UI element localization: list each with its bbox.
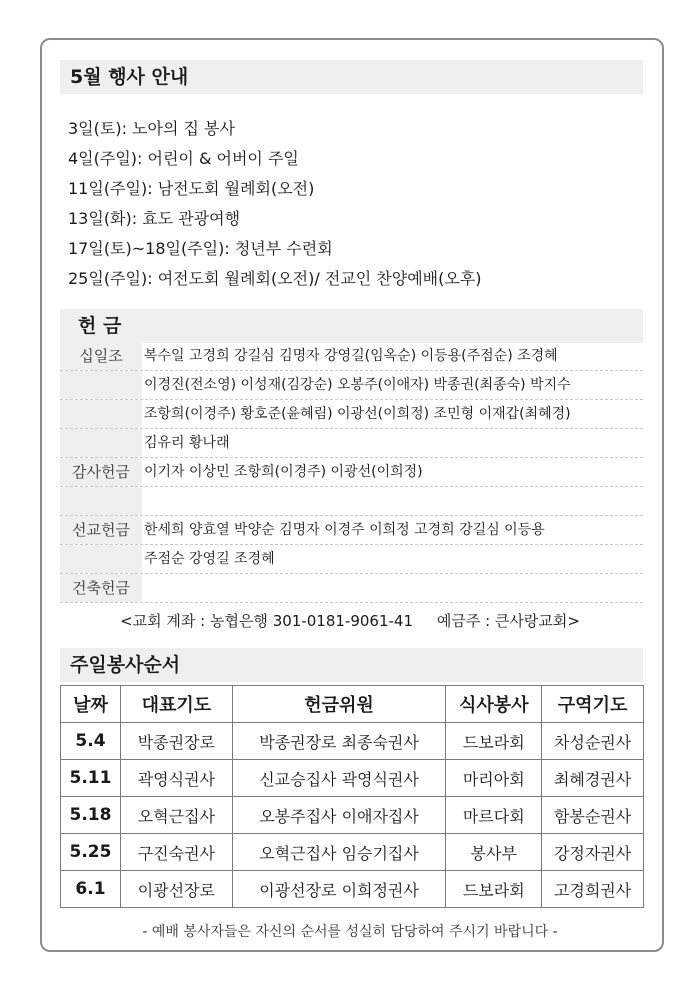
offering-row: [60, 371, 643, 400]
offering-row: [60, 400, 643, 429]
table-cell: 곽영식권사: [120, 760, 232, 797]
offering-category-label: [60, 545, 142, 573]
offering-category-label: [60, 429, 142, 457]
date-cell: 5.11: [61, 760, 121, 797]
table-cell: 이광선장로 이희정권사: [232, 871, 446, 908]
table-row: [61, 871, 644, 908]
offering-category-label: 건축헌금: [60, 574, 142, 602]
table-cell: 드보라회: [446, 723, 542, 760]
service-notice: - 예배 봉사자들은 자신의 순서를 성실히 담당하여 주시기 바랍니다 -: [142, 924, 558, 940]
column-header: 헌금위원: [232, 686, 446, 723]
table-cell: 강정자권사: [542, 834, 644, 871]
date-cell: 5.18: [61, 797, 121, 834]
table-header-row: [61, 686, 644, 723]
event-item: 11일(주일): 남전도회 월례회(오전): [68, 179, 315, 198]
event-item: 17일(토)~18일(주일): 청년부 수련회: [68, 239, 333, 258]
table-cell: 이광선장로: [120, 871, 232, 908]
offering-table: [60, 342, 643, 603]
table-cell: 최혜경권사: [542, 760, 644, 797]
table-cell: 고경희권사: [542, 871, 644, 908]
offering-row: [60, 458, 643, 487]
offering-names: 한세희 양효열 박양순 김명자 이경주 이희정 고경희 강길심 이등용: [144, 522, 545, 538]
offering-names: 이경진(전소영) 이성재(김강순) 오봉주(이애자) 박종권(최종숙) 박지수: [144, 377, 571, 393]
table-cell: 봉사부: [446, 834, 542, 871]
offering-category-label: [60, 371, 142, 399]
table-cell: 차성순권사: [542, 723, 644, 760]
table-cell: 드보라회: [446, 871, 542, 908]
table-cell: 오봉주집사 이애자집사: [232, 797, 446, 834]
date-cell: 5.25: [61, 834, 121, 871]
offering-row: [60, 429, 643, 458]
table-cell: 박종권장로: [120, 723, 232, 760]
events-title: 5월 행사 안내: [60, 60, 643, 94]
service-title: 주일봉사순서: [60, 648, 643, 682]
events-list: [68, 114, 648, 294]
offering-category-label: [60, 487, 142, 515]
offering-title: 헌 금: [60, 309, 643, 343]
offering-names: 주점순 강영길 조경혜: [144, 551, 275, 567]
offering-category-label: 선교헌금: [60, 516, 142, 544]
offering-names: 김유리 황나래: [144, 435, 230, 451]
offering-category-label: 감사헌금: [60, 458, 142, 486]
table-row: [61, 797, 644, 834]
offering-row: [60, 487, 643, 516]
offering-row: [60, 574, 643, 603]
date-cell: 6.1: [61, 871, 121, 908]
column-header: 대표기도: [120, 686, 232, 723]
table-cell: 구진숙권사: [120, 834, 232, 871]
event-item: 4일(주일): 어린이 & 어버이 주일: [68, 149, 299, 168]
table-cell: 오혁근집사: [120, 797, 232, 834]
table-cell: 신교승집사 곽영식권사: [232, 760, 446, 797]
event-item: 3일(토): 노아의 집 봉사: [68, 119, 235, 138]
offering-category-label: [60, 400, 142, 428]
service-schedule-table: [60, 685, 644, 908]
table-cell: 마리아회: [446, 760, 542, 797]
table-cell: 오혁근집사 임승기집사: [232, 834, 446, 871]
offering-row: [60, 516, 643, 545]
column-header: 날짜: [61, 686, 121, 723]
column-header: 구역기도: [542, 686, 644, 723]
offering-names: 이기자 이상민 조항희(이경주) 이광선(이희정): [144, 464, 423, 480]
table-row: [61, 834, 644, 871]
offering-category-label: 십일조: [60, 342, 142, 370]
offering-names: 복수일 고경희 강길심 김명자 강영길(임옥순) 이등용(주점순) 조경혜: [144, 348, 558, 364]
offering-names: 조항희(이경주) 황호준(윤혜림) 이광선(이희정) 조민형 이재갑(최혜경): [144, 406, 571, 422]
event-item: 13일(화): 효도 관광여행: [68, 209, 241, 228]
offering-row: [60, 545, 643, 574]
table-cell: 박종권장로 최종숙권사: [232, 723, 446, 760]
offering-row: [60, 342, 643, 371]
column-header: 식사봉사: [446, 686, 542, 723]
date-cell: 5.4: [61, 723, 121, 760]
table-cell: 마르다회: [446, 797, 542, 834]
table-row: [61, 760, 644, 797]
event-item: 25일(주일): 여전도회 월례회(오전)/ 전교인 찬양예배(오후): [68, 269, 482, 288]
table-row: [61, 723, 644, 760]
church-account-info: <교회 계좌 : 농협은행 301-0181-9061-41 예금주 : 큰사랑교회>: [120, 612, 580, 630]
table-cell: 함봉순권사: [542, 797, 644, 834]
